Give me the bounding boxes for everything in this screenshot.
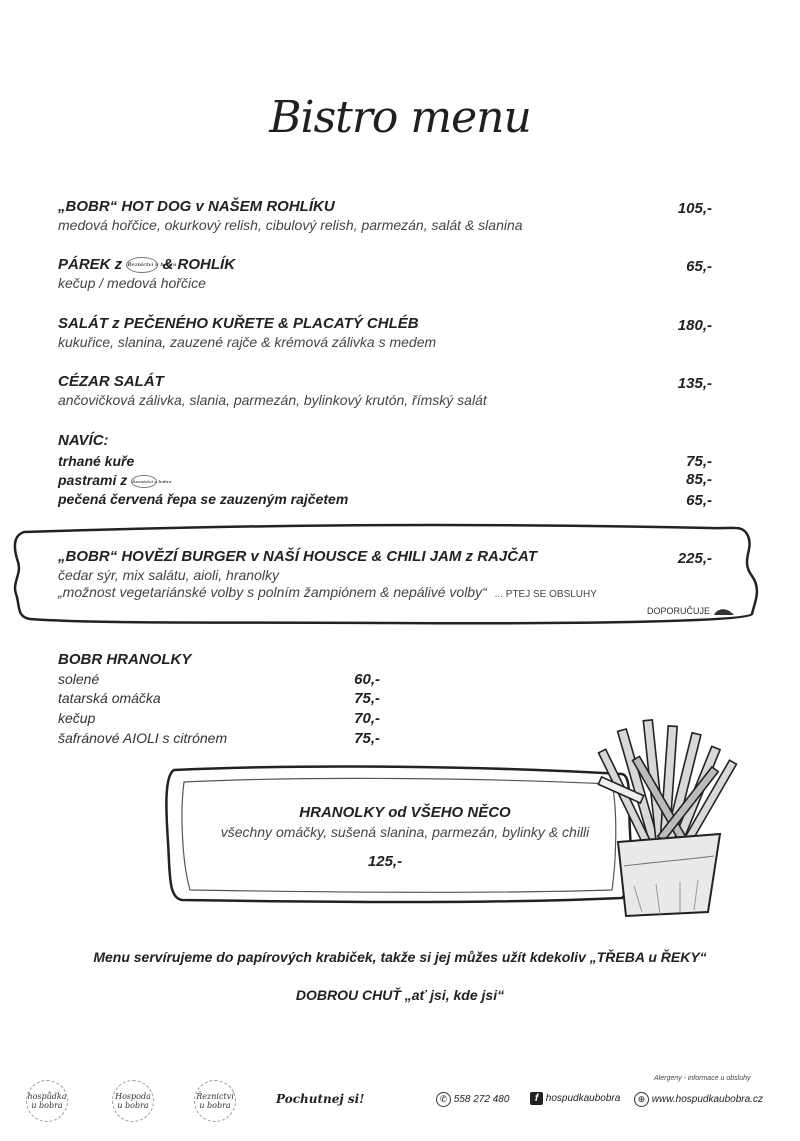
fries-label: solené [58, 671, 100, 687]
menu-title: Bistro menu [269, 92, 531, 143]
menu-item-burger [58, 548, 597, 600]
fries-price: 60,- [354, 671, 380, 688]
fries-label: kečup [58, 710, 96, 726]
footer-website[interactable] [634, 1092, 763, 1107]
extras-heading: NAVÍC: [58, 432, 109, 449]
fries-price: 70,- [354, 710, 380, 727]
fries-price: 75,- [354, 730, 380, 747]
item-desc: ančovičková zálivka, slania, parmezán, bylinkový krutón, římský salát [58, 392, 487, 408]
facebook-name: hospudkaubobra [545, 1093, 621, 1105]
menu-item-salat [58, 315, 436, 350]
extra-label: pastrami z [58, 472, 128, 488]
allergens-note: Alergeny - informace u obsluhy [654, 1075, 751, 1082]
menu-item-parek [58, 256, 235, 291]
extra-label: trhané kuře [58, 453, 135, 469]
fries-label: tatarská omáčka [58, 690, 161, 706]
item-price: 135,- [677, 375, 712, 392]
item-desc: kukuřice, slanina, zauzené rajče & krémová zálivka s medem [58, 334, 437, 350]
fries-price: 75,- [354, 690, 380, 707]
item-name [58, 256, 235, 273]
item-desc: medová hořčice, okurkový relish, cibulový relish, parmezán, salát & slanina [58, 217, 523, 233]
footer-logo-hospoda: Hospoda u bobra [112, 1080, 154, 1122]
globe-icon: ⊕ [634, 1092, 649, 1107]
footer-phone [436, 1092, 509, 1107]
website-url: www.hospudkaubobra.cz [651, 1094, 763, 1106]
menu-item-hotdog [58, 198, 523, 233]
item-name: „BOBR“ HOVĚZÍ BURGER v NAŠÍ HOUSCE & CHILI JAM z RAJČAT [58, 548, 537, 565]
item-desc: čedar sýr, mix salátu, aioli, hranolky [58, 567, 279, 583]
item-name-a: PÁREK z [58, 256, 123, 273]
footer-slogan: Pochutnej si! [276, 1092, 365, 1106]
combo-price: 125,- [367, 853, 403, 870]
recommend-badge [647, 606, 735, 617]
recommend-text: DOPORUČUJE [647, 606, 711, 616]
butcher-logo-icon: Řeznictví u bobra [126, 257, 158, 273]
extra-price: 75,- [686, 453, 712, 470]
item-name: SALÁT z PEČENÉHO KUŘETE & PLACATÝ CHLÉB [58, 315, 419, 332]
boxes-note: Menu servírujeme do papírových krabiček, takže si jej můžes užít kdekoliv „TŘEBA u ŘEKY“ [93, 949, 707, 965]
item-price: 105,- [677, 200, 712, 217]
extra-label: pečená červená řepa se zauzeným rajčetem [58, 491, 349, 507]
item-price: 180,- [677, 317, 712, 334]
footer-logo-hospudka: hospůdka u bobra [26, 1080, 68, 1122]
footer-logo-reznictvi: Řeznictví u bobra [194, 1080, 236, 1122]
ask-staff: ... PTEJ SE OBSLUHY [494, 589, 597, 600]
footer-facebook[interactable] [530, 1092, 620, 1105]
combo-name: HRANOLKY od VŠEHO NĚCO [299, 804, 511, 821]
beaver-icon [713, 607, 735, 617]
goodbye-note: DOBROU CHUŤ „ať jsi, kde jsi“ [295, 987, 505, 1003]
extra-price: 65,- [686, 492, 712, 509]
item-name: „BOBR“ HOT DOG v NAŠEM ROHLÍKU [58, 198, 335, 215]
extra-row-pastrami [58, 472, 172, 488]
combo-desc: všechny omáčky, sušená slanina, parmezán, bylinky & chilli [220, 824, 590, 840]
veg-option-text: „možnost vegetariánské volby s polním žampiónem & nepálivé volby“ [58, 584, 487, 600]
facebook-icon: f [530, 1092, 543, 1105]
menu-item-cezar [58, 373, 487, 408]
item-price: 65,- [686, 258, 712, 275]
extra-price: 85,- [686, 471, 712, 488]
item-name: CÉZAR SALÁT [58, 373, 164, 390]
fries-heading: BOBR HRANOLKY [58, 651, 192, 668]
item-price: 225,- [677, 550, 712, 567]
veg-option [58, 584, 597, 600]
item-desc: kečup / medová hořčice [58, 275, 206, 292]
fries-label: šafránové AIOLI s citrónem [58, 730, 228, 746]
fries-illustration-icon [594, 716, 744, 920]
phone-icon: ✆ [436, 1092, 451, 1107]
item-name-b: & ROHLÍK [162, 256, 236, 273]
phone-number: 558 272 480 [453, 1094, 510, 1106]
butcher-logo-icon: Řeznictví u bobra [131, 475, 157, 488]
